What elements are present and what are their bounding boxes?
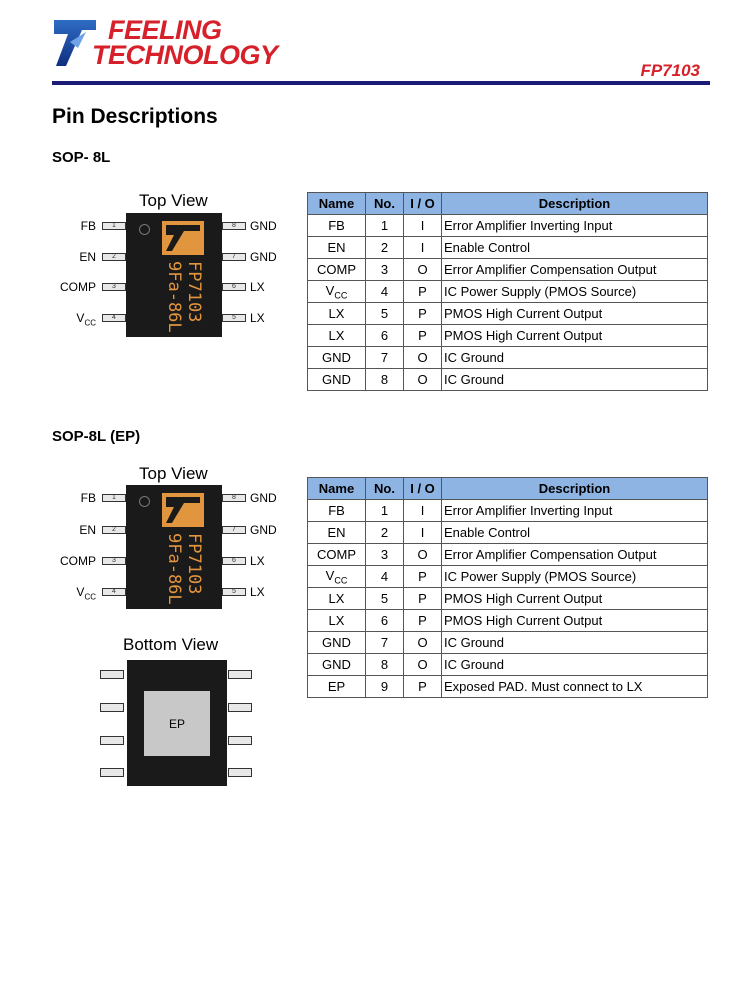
pin-description: IC Ground: [442, 654, 708, 676]
pin-io: I: [404, 522, 442, 544]
pin: [100, 736, 124, 745]
pin-number: 6: [366, 325, 404, 347]
pin-name: GND: [308, 347, 366, 369]
pin: 7: [222, 253, 246, 261]
pin-number: 6: [366, 610, 404, 632]
bottom-view-diagram: [100, 660, 260, 790]
table-row: [308, 676, 708, 698]
pin: [100, 703, 124, 712]
column-header: Description: [442, 478, 708, 500]
top-view-label: Top View: [139, 464, 208, 483]
pin-number: 8: [366, 654, 404, 676]
bottom-view-label: Bottom View: [123, 635, 219, 654]
table-row: [308, 522, 708, 544]
chip-marking-line-1: FP7103: [184, 261, 204, 323]
pin: 8: [222, 222, 246, 230]
pin: 2: [102, 526, 126, 534]
chip-marking: [164, 261, 204, 333]
table-row: [308, 588, 708, 610]
column-header: No.: [366, 193, 404, 215]
chip-marking-line-1: FP7103: [184, 533, 204, 595]
pin-description: IC Power Supply (PMOS Source): [442, 566, 708, 588]
pin-description: Error Amplifier Compensation Output: [442, 544, 708, 566]
pin-io: O: [404, 369, 442, 391]
chip-body: [126, 485, 222, 609]
part-number: FP7103: [640, 61, 700, 80]
pin: 3: [102, 283, 126, 291]
pin-label: $V_{CC}$: [76, 311, 96, 328]
pin-io: O: [404, 544, 442, 566]
pin: 5: [222, 588, 246, 596]
chip-logo-icon: [162, 221, 204, 255]
pin-description: PMOS High Current Output: [442, 303, 708, 325]
pin-label: $V_{CC}$: [76, 585, 96, 602]
pin-name: FB: [308, 215, 366, 237]
pin-number: 2: [366, 237, 404, 259]
pin-name: EP: [308, 676, 366, 698]
pin-name: EN: [308, 237, 366, 259]
pin-description: Enable Control: [442, 522, 708, 544]
pin: 4: [102, 588, 126, 596]
table-header-row: [308, 193, 708, 215]
pin-description: Exposed PAD. Must connect to LX: [442, 676, 708, 698]
pin: 3: [102, 557, 126, 565]
pin-label: COMP: [60, 280, 96, 294]
pin: 5: [222, 314, 246, 322]
pin-io: O: [404, 259, 442, 281]
pin-description: Error Amplifier Inverting Input: [442, 500, 708, 522]
pin-io: I: [404, 215, 442, 237]
pin-name: LX: [308, 610, 366, 632]
company-logo: [52, 16, 282, 72]
column-header: I / O: [404, 193, 442, 215]
pin: 8: [222, 494, 246, 502]
pin-name: COMP: [308, 259, 366, 281]
pin: 6: [222, 283, 246, 291]
chip-marking: [164, 533, 204, 605]
chip-diagram: [50, 210, 290, 340]
exposed-pad: EP: [144, 691, 210, 756]
table-row: [308, 566, 708, 588]
pin-number: 3: [366, 544, 404, 566]
pin-number: 7: [366, 632, 404, 654]
pin1-marker-icon: [139, 224, 150, 235]
pin-io: I: [404, 237, 442, 259]
column-header: No.: [366, 478, 404, 500]
pin-description: PMOS High Current Output: [442, 610, 708, 632]
pin-io: O: [404, 632, 442, 654]
chip-diagram: [50, 482, 290, 612]
pin-io: P: [404, 325, 442, 347]
pin-name: FB: [308, 500, 366, 522]
table-row: [308, 303, 708, 325]
pin-name: LX: [308, 325, 366, 347]
pin-description: IC Ground: [442, 632, 708, 654]
pin: 4: [102, 314, 126, 322]
column-header: Name: [308, 478, 366, 500]
pin-io: P: [404, 588, 442, 610]
pin-label: LX: [250, 585, 265, 599]
table-row: [308, 215, 708, 237]
pin-number: 7: [366, 347, 404, 369]
pin-label: LX: [250, 280, 265, 294]
table-row: [308, 544, 708, 566]
pin-number: 4: [366, 566, 404, 588]
pin-description: IC Ground: [442, 347, 708, 369]
pin: 6: [222, 557, 246, 565]
pin1-marker-icon: [139, 496, 150, 507]
column-header: Name: [308, 193, 366, 215]
pin-name: $V_{CC}$: [308, 566, 366, 588]
pin-io: O: [404, 347, 442, 369]
table-row: [308, 654, 708, 676]
pin-label: FB: [80, 491, 96, 505]
pin-number: 1: [366, 500, 404, 522]
pin-io: P: [404, 281, 442, 303]
column-header: Description: [442, 193, 708, 215]
pin-name: GND: [308, 369, 366, 391]
top-view-label: Top View: [139, 191, 208, 210]
table-row: [308, 259, 708, 281]
table-row: [308, 632, 708, 654]
pin-description: PMOS High Current Output: [442, 588, 708, 610]
pin-io: P: [404, 566, 442, 588]
chip-body: [127, 660, 227, 786]
pin-number: 1: [366, 215, 404, 237]
pin-number: 5: [366, 303, 404, 325]
pin-label: LX: [250, 311, 265, 325]
pin: [228, 703, 252, 712]
pin: 1: [102, 222, 126, 230]
pin-name: GND: [308, 632, 366, 654]
pin-name: COMP: [308, 544, 366, 566]
table-row: [308, 237, 708, 259]
chip-logo-icon: [162, 493, 204, 527]
pin-table: [307, 477, 708, 698]
pin: 1: [102, 494, 126, 502]
pin: [228, 670, 252, 679]
pin: 7: [222, 526, 246, 534]
pin-number: 8: [366, 369, 404, 391]
chip-marking-line-2: 9Fa-86L: [164, 261, 184, 333]
pin-name: EN: [308, 522, 366, 544]
pin-io: P: [404, 610, 442, 632]
page-title: Pin Descriptions: [52, 105, 218, 128]
chip-body: [126, 213, 222, 337]
pin-name: LX: [308, 303, 366, 325]
pin-name: GND: [308, 654, 366, 676]
table-row: [308, 500, 708, 522]
logo-line-1: FEELING: [108, 15, 222, 45]
pin: [228, 736, 252, 745]
pin-label: GND: [250, 523, 277, 537]
pin-label: GND: [250, 250, 277, 264]
table-row: [308, 369, 708, 391]
pin: [100, 768, 124, 777]
table-row: [308, 610, 708, 632]
pin-name: LX: [308, 588, 366, 610]
pin: [100, 670, 124, 679]
table-row: [308, 347, 708, 369]
table-row: [308, 325, 708, 347]
pin-description: IC Ground: [442, 369, 708, 391]
pin-description: Error Amplifier Compensation Output: [442, 259, 708, 281]
header-rule: [52, 81, 710, 85]
column-header: I / O: [404, 478, 442, 500]
pin-number: 3: [366, 259, 404, 281]
pin-number: 5: [366, 588, 404, 610]
pin-label: EN: [79, 250, 96, 264]
pin-table: [307, 192, 708, 391]
pin-number: 4: [366, 281, 404, 303]
chip-marking-line-2: 9Fa-86L: [164, 533, 184, 605]
table-header-row: [308, 478, 708, 500]
pin-label: GND: [250, 219, 277, 233]
pin-io: O: [404, 654, 442, 676]
pin-io: P: [404, 303, 442, 325]
pin-label: EN: [79, 523, 96, 537]
pin-label: LX: [250, 554, 265, 568]
pin-name: $V_{CC}$: [308, 281, 366, 303]
pin-label: GND: [250, 491, 277, 505]
pin-io: I: [404, 500, 442, 522]
package-title: SOP- 8L: [52, 149, 111, 166]
pin-description: IC Power Supply (PMOS Source): [442, 281, 708, 303]
pin-description: Enable Control: [442, 237, 708, 259]
pin: [228, 768, 252, 777]
pin: 2: [102, 253, 126, 261]
pin-number: 9: [366, 676, 404, 698]
pin-number: 2: [366, 522, 404, 544]
table-row: [308, 281, 708, 303]
pin-label: FB: [80, 219, 96, 233]
package-title: SOP-8L (EP): [52, 428, 141, 445]
pin-description: PMOS High Current Output: [442, 325, 708, 347]
pin-label: COMP: [60, 554, 96, 568]
pin-io: P: [404, 676, 442, 698]
pin-description: Error Amplifier Inverting Input: [442, 215, 708, 237]
logo-line-2: TECHNOLOGY: [92, 40, 278, 70]
